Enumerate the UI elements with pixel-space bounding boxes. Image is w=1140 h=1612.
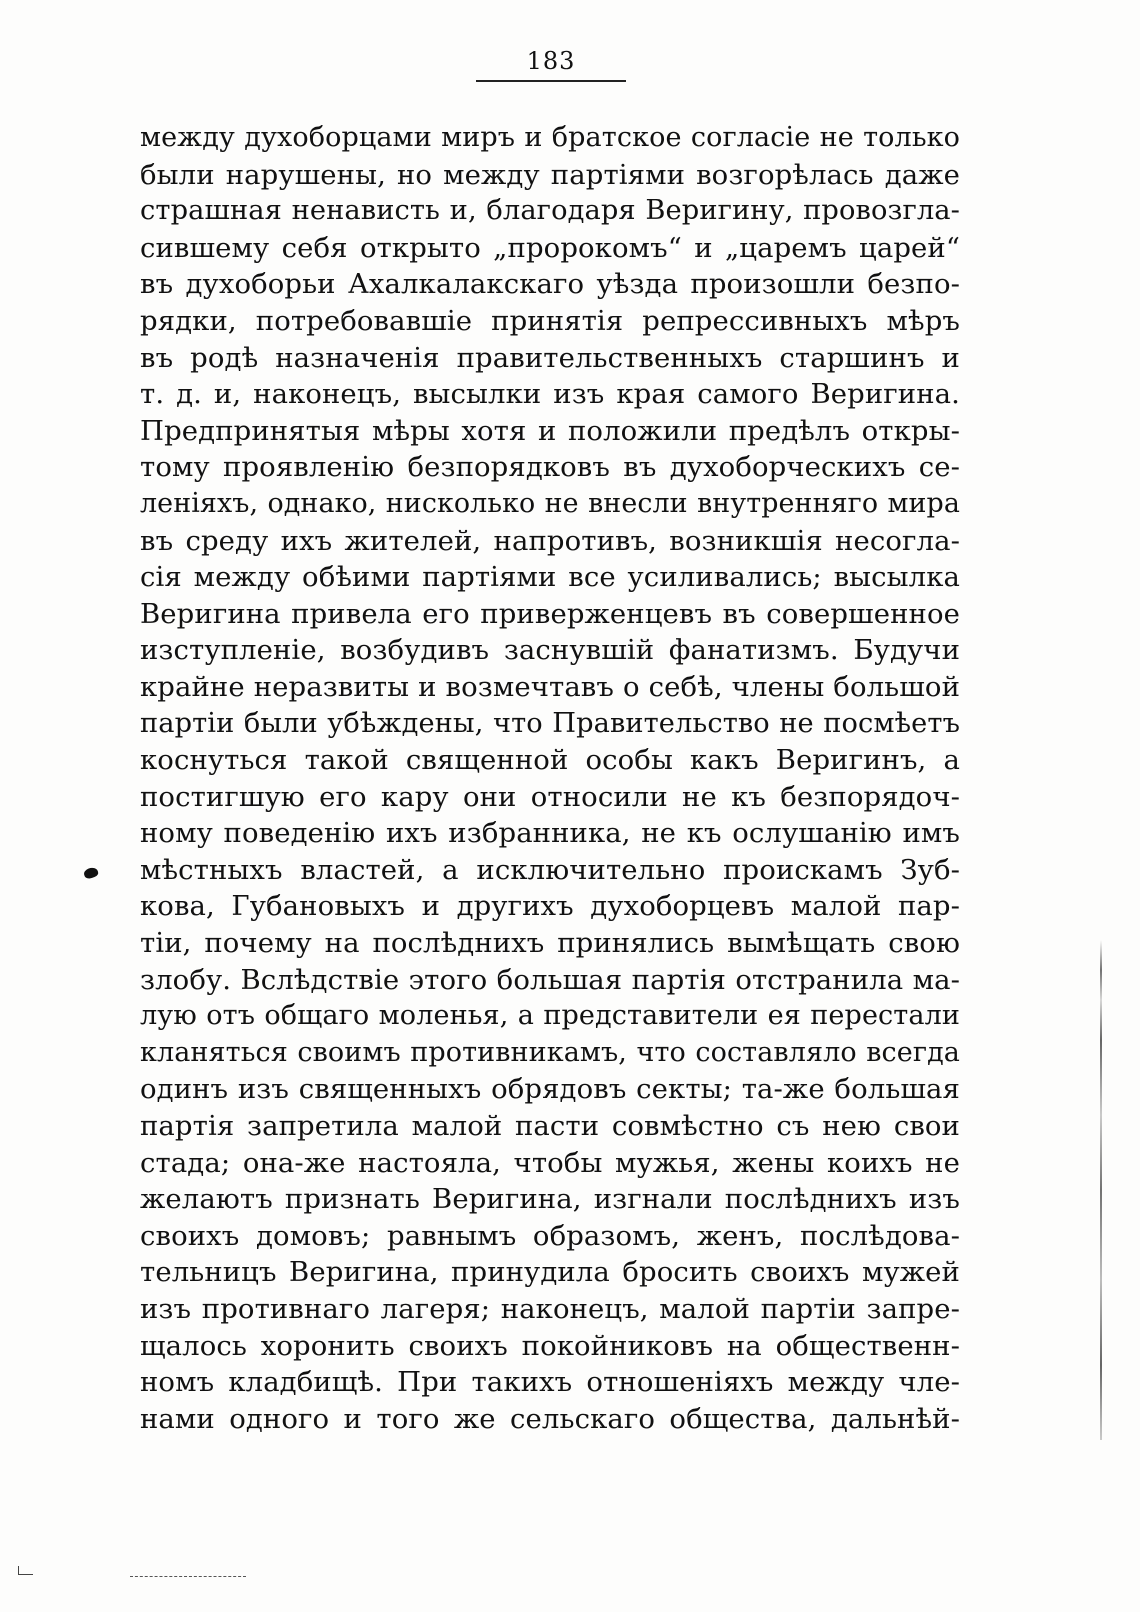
text-line: въ родѣ назначенія правительственныхъ старшинъ и xyxy=(140,341,960,374)
text-line: въ духоборьи Ахалкалакскаго уѣзда произошли безпо- xyxy=(140,268,960,301)
text-line: тому проявленію безпорядковъ въ духоборческихъ се- xyxy=(140,451,960,484)
text-line: леніяхъ, однако, нисколько не внесли внутренняго мира xyxy=(140,487,960,519)
body-text xyxy=(140,120,960,1437)
text-line: рядки, потребовавшіе принятія репрессивныхъ мѣръ xyxy=(140,304,960,337)
text-line: партіи были убѣждены, что Правительство не посмѣетъ xyxy=(140,707,960,739)
text-line: изъ противнаго лагеря; наконецъ, малой партіи запре- xyxy=(140,1293,960,1325)
text-line: изступленіе, возбудивъ заснувшій фанатизмъ. Будучи xyxy=(140,634,960,667)
text-line: стада; она-же настояла, чтобы мужья, жены коихъ не xyxy=(140,1146,960,1179)
text-line: партія запретила малой пасти совмѣстно съ нею свои xyxy=(140,1110,960,1143)
text-line: въ среду ихъ жителей, напротивъ, возникшія несогла- xyxy=(140,524,960,557)
text-line: своихъ домовъ; равнымъ образомъ, женъ, послѣдова- xyxy=(140,1219,960,1252)
text-line: злобу. Вслѣдствіе этого большая партія отстранила ма- xyxy=(140,963,960,996)
text-line: щалось хоронить своихъ покойниковъ на общественн- xyxy=(140,1329,960,1362)
text-line: Предпринятыя мѣры хотя и положили предѣлъ откры- xyxy=(140,414,960,447)
page-number-rule xyxy=(476,80,626,82)
text-line: ному поведенію ихъ избранника, не къ ослушанію имъ xyxy=(140,817,960,850)
text-line: сія между обѣими партіями все усиливались; высылка xyxy=(140,561,960,594)
text-line: кланяться своимъ противникамъ, что составляло всегда xyxy=(140,1036,960,1068)
text-line: страшная ненависть и, благодаря Веригину, провозгла- xyxy=(140,195,960,227)
scan-bottom-mark xyxy=(130,1576,246,1578)
text-line: мѣстныхъ властей, а исключительно проискамъ Зуб- xyxy=(140,853,960,886)
text-line: тельницъ Веригина, принудила бросить своихъ мужей xyxy=(140,1256,960,1289)
text-line: лую отъ общаго моленья, а представители ея перестали xyxy=(140,1000,960,1032)
text-line: желаютъ признать Веригина, изгнали послѣднихъ изъ xyxy=(140,1183,960,1216)
scan-edge-line xyxy=(1100,940,1102,1440)
text-line: номъ кладбищѣ. При такихъ отношеніяхъ между чле- xyxy=(140,1366,960,1399)
text-line: крайне неразвиты и возмечтавъ о себѣ, члены большой xyxy=(140,670,960,703)
page-number: 183 xyxy=(526,47,576,75)
ink-blot-mark xyxy=(83,866,100,880)
scan-corner-mark xyxy=(18,1566,33,1575)
text-line: между духоборцами миръ и братское согласіе не только xyxy=(140,122,960,153)
text-line: одинъ изъ священныхъ обрядовъ секты; та-же большая xyxy=(140,1073,960,1106)
text-line: были нарушены, но между партіями возгорѣлась даже xyxy=(140,158,960,191)
text-line: коснуться такой священной особы какъ Веригинъ, а xyxy=(140,744,960,777)
text-line: кова, Губановыхъ и другихъ духоборцевъ малой пар- xyxy=(140,890,960,923)
text-line: нами одного и того же сельскаго общества, дальнѣй- xyxy=(140,1402,960,1435)
text-line: т. д. и, наконецъ, высылки изъ края самого Веригина. xyxy=(140,378,960,411)
text-line: тіи, почему на послѣднихъ принялись вымѣщать свою xyxy=(140,927,960,960)
text-line: Веригина привела его приверженцевъ въ совершенное xyxy=(140,597,960,630)
text-line: сившему себя открыто „пророкомъ“ и „царемъ царей“ xyxy=(140,231,960,264)
text-line: постигшую его кару они относили не къ безпорядоч- xyxy=(140,780,960,813)
